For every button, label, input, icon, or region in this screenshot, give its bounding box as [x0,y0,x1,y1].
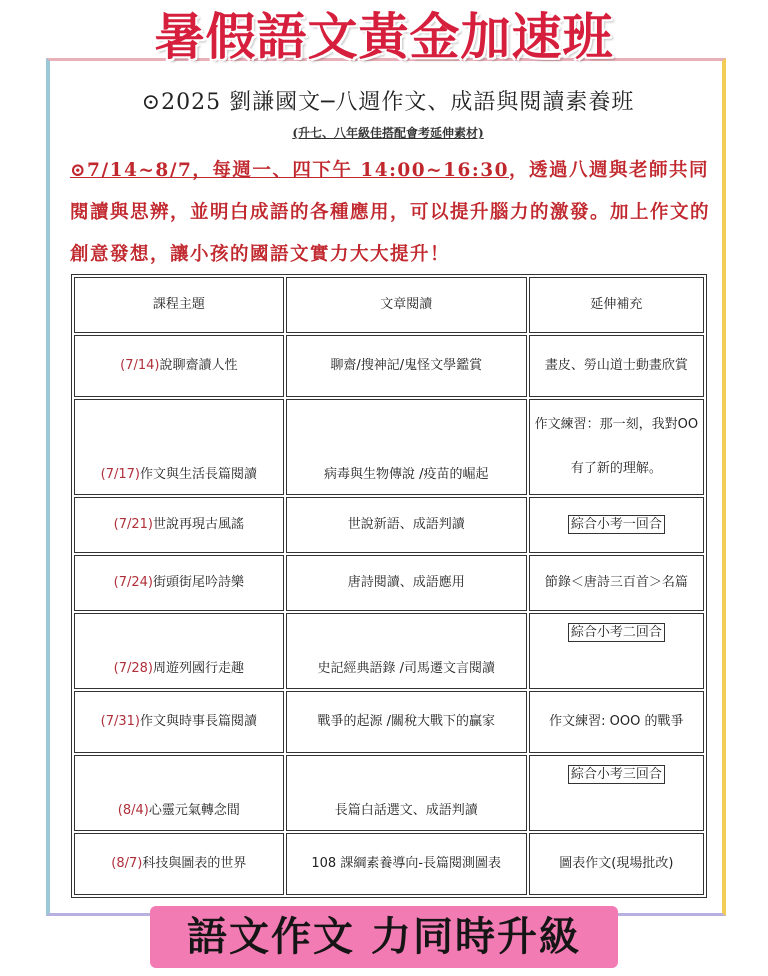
extra-cell [529,497,704,553]
reading-cell: 世說新語、成語判讀 [286,497,527,553]
header-reading: 文章閱讀 [286,277,527,333]
header-topic: 課程主題 [74,277,284,333]
extra-cell [529,613,704,689]
table-row [74,691,704,753]
reading-cell: 戰爭的起源 /關稅大戰下的贏家 [286,691,527,753]
table-row [74,833,704,895]
date-label: (7/31) [100,714,141,729]
topic-label: 作文與生活長篇閱讀 [140,467,258,482]
topic-cell [74,555,284,611]
course-subheading [58,124,718,142]
date-label: (7/14) [120,358,160,373]
topic-cell [74,613,284,689]
topic-cell [74,833,284,895]
reading-cell: 聊齋/搜神記/鬼怪文學鑑賞 [286,335,527,397]
extra-cell: 作文練習: OOO 的戰爭 [529,691,704,753]
date-label: (7/24) [113,575,154,590]
reading-cell: 唐詩閱讀、成語應用 [286,555,527,611]
table-row [74,555,704,611]
table-header-row [74,277,704,333]
extra-cell: 畫皮、勞山道士動畫欣賞 [529,335,704,397]
table-row [74,399,704,495]
header-extra: 延伸補充 [529,277,704,333]
quiz-box: 綜合小考一回合 [568,515,665,534]
topic-cell [74,335,284,397]
quiz-box: 綜合小考三回合 [568,765,665,784]
topic-label: 說聊齋讀人性 [159,358,238,373]
topic-cell [74,755,284,831]
reading-cell: 史記經典語錄 /司馬遷文言閱讀 [286,613,527,689]
intro-body: ，透過八週與老師共同閱讀與思辨，並明白成語的各種應用，可以提升腦力的激發。加上作文的創意發想，讓小孩的國語文實力大大提升！ [70,160,711,265]
topic-label: 科技與圖表的世界 [142,856,247,871]
footer-banner: 語文作文 力同時升級 [150,906,618,968]
topic-label: 周遊列國行走趣 [153,661,245,676]
course-intro [70,150,710,276]
course-table [71,274,707,898]
table-row [74,335,704,397]
date-label: (8/7) [111,856,143,871]
date-label: (8/4) [117,803,149,818]
extra-text: 作文練習：那一刻，我對OO 有了新的理解。 [534,417,699,476]
topic-label: 作文與時事長篇閱讀 [140,714,258,729]
topic-cell [74,497,284,553]
date-label: (7/21) [113,517,154,532]
reading-cell: 108 課綱素養導向-長篇閱測圖表 [286,833,527,895]
date-label: (7/17) [100,467,141,482]
topic-label: 心靈元氣轉念間 [148,803,240,818]
subheading-text: (升七、八年級佳搭配會考延伸素材) [292,126,484,140]
intro-schedule: ⊙7/14~8/7，每週一、四下午 14:00~16:30 [70,160,509,181]
table-row [74,497,704,553]
table-row [74,755,704,831]
extra-cell [529,755,704,831]
quiz-box: 綜合小考二回合 [568,623,665,642]
topic-cell [74,691,284,753]
course-heading: ⊙2025 劉謙國文─八週作文、成語與閱讀素養班 [141,90,635,115]
topic-label: 世說再現古風謠 [153,517,245,532]
extra-cell [529,399,704,495]
topic-label: 街頭街尾吟詩樂 [153,575,245,590]
extra-cell: 節錄＜唐詩三百首＞名篇 [529,555,704,611]
reading-cell: 病毒與生物傳說 /疫苗的崛起 [286,399,527,495]
extra-cell: 圖表作文(現場批改) [529,833,704,895]
date-label: (7/28) [113,661,154,676]
reading-cell: 長篇白話選文、成語判讀 [286,755,527,831]
topic-cell [74,399,284,495]
banner-title: 暑假語文黃金加速班 [154,8,614,66]
table-row [74,613,704,689]
